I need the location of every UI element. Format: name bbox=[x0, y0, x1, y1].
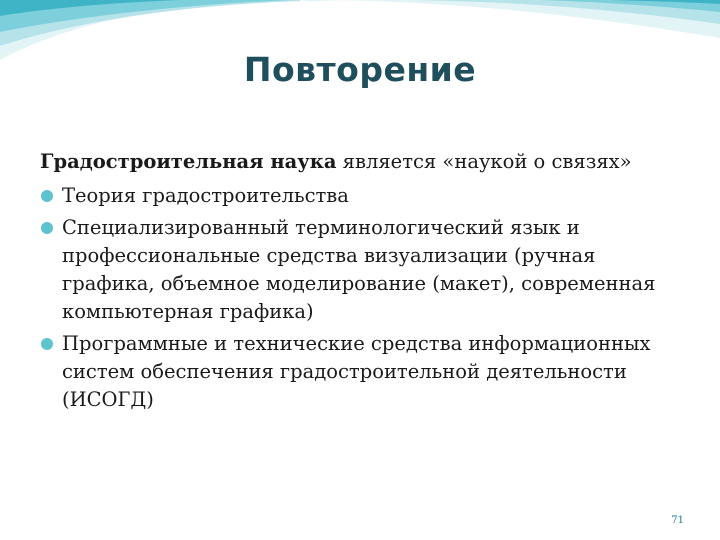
bullet-dot-icon bbox=[41, 222, 53, 234]
intro-text: является «наукой о связях» bbox=[336, 150, 632, 173]
bullet-dot-icon bbox=[41, 338, 53, 350]
bullet-list bbox=[40, 182, 680, 414]
bullet-text: Специализированный терминологический язык и профессиональные средства визуализации (ручная графика, объемное моделирование (макет), современная компьютерная графика) bbox=[62, 216, 656, 323]
intro-paragraph bbox=[40, 148, 680, 176]
intro-bold-term: Градостроительная наука bbox=[40, 150, 337, 173]
slide-title: Повторение bbox=[243, 50, 477, 89]
bullet-item bbox=[40, 330, 680, 414]
bullet-item bbox=[40, 182, 680, 210]
bullet-text: Теория градостроительства bbox=[62, 184, 349, 207]
page-number: 71 bbox=[671, 515, 684, 526]
bullet-item bbox=[40, 214, 680, 326]
slide-content bbox=[40, 148, 680, 418]
bullet-text: Программные и технические средства информационных систем обеспечения градостроительной деятельности (ИСОГД) bbox=[62, 332, 651, 411]
bullet-dot-icon bbox=[41, 190, 53, 202]
